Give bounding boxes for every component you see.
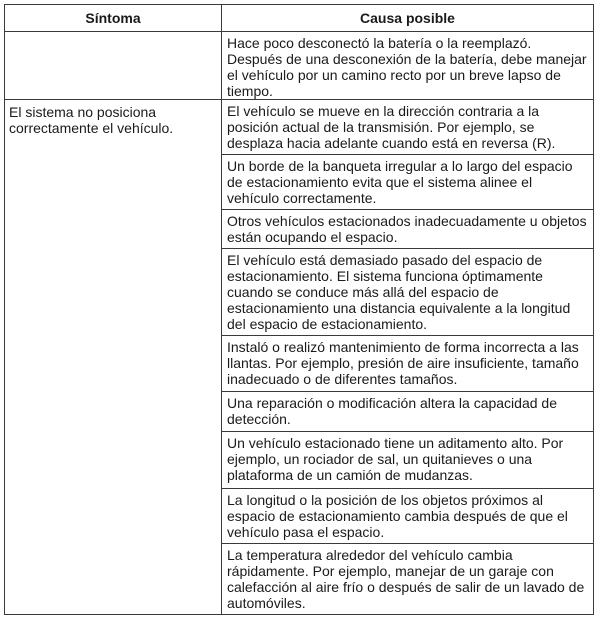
cause-text: Hace poco desconectó la batería o la reemplazó. Después de una desconexión de la batería, debe manejar el vehículo por un camino recto por un breve lapso de tiempo. [227, 35, 587, 99]
cause-text: La temperatura alrededor del vehículo cambia rápidamente. Por ejemplo, manejar de un garaje con calefacción al aire frío o después de salir de un lavado de automóviles. [227, 547, 585, 611]
troubleshooting-table [4, 4, 594, 615]
cause-cell [222, 336, 594, 392]
cause-text: Un vehículo estacionado tiene un aditamento alto. Por ejemplo, un rociador de sal, un quitanieves o una plataforma de un camión de mudanzas. [227, 435, 564, 483]
cause-header: Causa posible [222, 5, 594, 32]
cause-cell [222, 155, 594, 210]
symptom-header: Síntoma [5, 5, 222, 32]
table-row [5, 100, 594, 155]
cause-text: Otros vehículos estacionados inadecuadamente u objetos están ocupando el espacio. [227, 213, 587, 245]
header-row [5, 5, 594, 32]
cause-cell [222, 249, 594, 336]
cause-cell [222, 432, 594, 489]
cause-cell [222, 392, 594, 432]
cause-cell [222, 32, 594, 100]
cause-text: El vehículo está demasiado pasado del espacio de estacionamiento. El sistema funciona óptimamente cuando se conduce más allá del espacio de estacionamiento una distancia equivalente a la longitud del espacio de estacionamiento. [227, 252, 571, 332]
cause-text: Una reparación o modificación altera la capacidad de detección. [227, 395, 557, 427]
cause-cell [222, 544, 594, 615]
cause-text: La longitud o la posición de los objetos próximos al espacio de estacionamiento cambia después de que el vehículo pasa el espacio. [227, 492, 568, 540]
cause-text: El vehículo se mueve en la dirección contraria a la posición actual de la transmisión. Por ejemplo, se desplaza hacia adelante cuando está en reversa (R). [227, 103, 556, 151]
cause-cell [222, 489, 594, 544]
symptom-cell [5, 32, 222, 100]
cause-text: Instaló o realizó mantenimiento de forma incorrecta a las llantas. Por ejemplo, presión de aire insuficiente, tamaño inadecuado o de diferentes tamaños. [227, 339, 579, 387]
table-row [5, 32, 594, 100]
cause-text: Un borde de la banqueta irregular a lo largo del espacio de estacionamiento evita que el sistema alinee el vehículo correctamente. [227, 158, 573, 206]
cause-cell [222, 100, 594, 155]
symptom-cell: El sistema no posiciona correctamente el vehículo. [5, 100, 222, 615]
cause-cell [222, 210, 594, 249]
